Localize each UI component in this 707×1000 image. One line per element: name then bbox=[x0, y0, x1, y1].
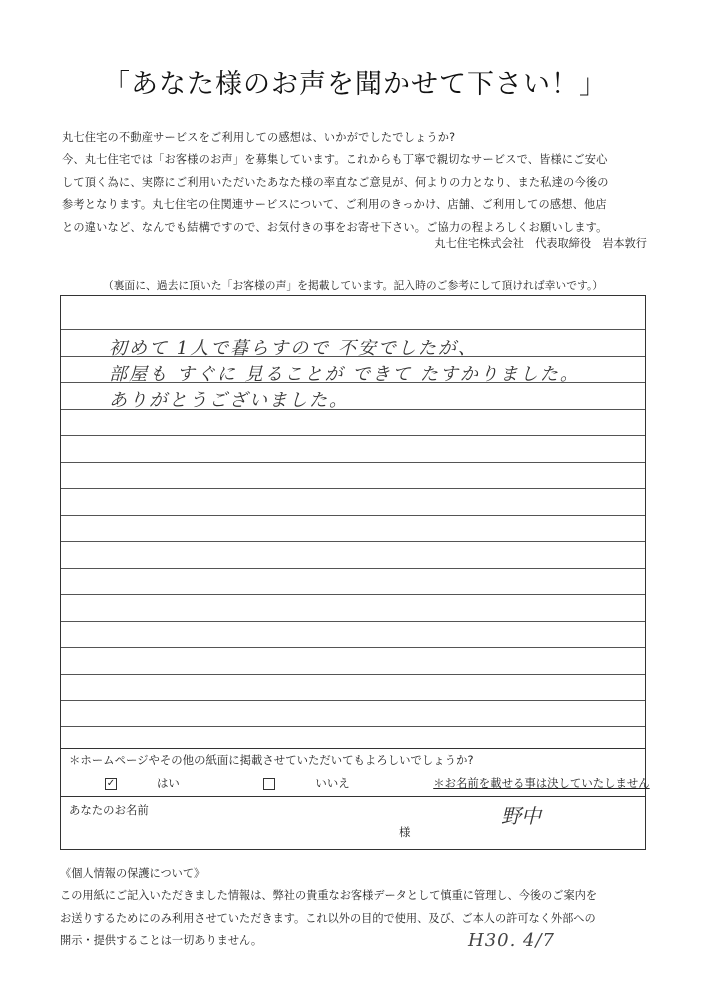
permission-options bbox=[105, 775, 690, 791]
comment-form bbox=[60, 295, 650, 850]
no-checkbox[interactable] bbox=[263, 778, 275, 790]
yes-checkbox[interactable]: ✓ bbox=[106, 777, 116, 789]
handwritten-comment-line: 部屋も すぐに 見ることが できて たすかりました。 bbox=[109, 364, 580, 385]
page-title: 「あなた様のお声を聞かせて下さい！」 bbox=[103, 69, 607, 100]
intro-line: 丸七住宅の不動産サービスをご利用しての感想は、いかがでしたでしょうか? bbox=[62, 131, 456, 144]
ruled-line bbox=[61, 541, 645, 542]
ruled-line bbox=[61, 329, 645, 330]
ruled-line bbox=[61, 515, 645, 516]
ruled-line bbox=[61, 488, 645, 489]
ruled-line bbox=[61, 726, 645, 727]
privacy-text bbox=[60, 885, 650, 953]
intro-line: 今、丸七住宅では「お客様のお声」を募集しています。これからも丁寧で親切なサービスで、皆様にご安心 bbox=[62, 153, 608, 167]
ruled-line bbox=[61, 674, 645, 675]
handwritten-comment-line: 初めて 1人で暮らすので 不安でしたが、 bbox=[109, 338, 478, 359]
intro-line: して頂く為に、実際にご利用いただいたあなた様の率直なご意見が、何よりの力となり、また私達の今後の bbox=[62, 175, 609, 189]
name-suffix: 様 bbox=[399, 825, 411, 839]
ruled-line bbox=[61, 647, 645, 648]
intro-line: との違いなど、なんでも結構ですので、お気付きの事をお寄せ下さい。ご協力の程よろしくお願いします。 bbox=[62, 220, 608, 234]
name-label: あなたのお名前 bbox=[69, 803, 149, 817]
privacy-line: この用紙にご記入いただきました情報は、弊社の貴重なお客様データとして慎重に管理し、今後のご案内を bbox=[60, 889, 598, 902]
option-yes[interactable] bbox=[105, 776, 220, 790]
handwritten-date: H30. 4/7 bbox=[468, 930, 556, 951]
ruled-line bbox=[61, 700, 645, 701]
privacy-line: 開示・提供することは一切ありません。 bbox=[60, 934, 263, 947]
name-section bbox=[61, 796, 645, 849]
ruled-line bbox=[61, 435, 645, 436]
option-no[interactable] bbox=[263, 776, 389, 790]
handwritten-comment-line: ありがとうございました。 bbox=[109, 390, 349, 411]
intro-text bbox=[62, 127, 647, 239]
permission-question: ＊ホームページやその他の紙面に掲載させていただいてもよろしいでしょうか? bbox=[69, 753, 474, 767]
privacy-heading: 《個人情報の保護について》 bbox=[60, 867, 206, 880]
ruled-line bbox=[61, 568, 645, 569]
notice-text: （裏面に、過去に頂いた「お客様の声」を掲載しています。記入時のご参考にして頂ければ幸いです。） bbox=[102, 279, 604, 292]
company-signer: 丸七住宅株式会社 代表取締役 岩本敦行 bbox=[434, 237, 647, 250]
comment-area[interactable] bbox=[61, 296, 645, 748]
ruled-line bbox=[61, 621, 645, 622]
yes-label: はい bbox=[157, 776, 180, 790]
anonymity-note: ＊お名前を載せる事は決していたしません bbox=[433, 776, 650, 790]
handwritten-name[interactable]: 野中 bbox=[501, 804, 541, 828]
no-label: いいえ bbox=[315, 776, 350, 790]
privacy-line: お送りするためにのみ利用させていただきます。これ以外の目的で使用、及び、ご本人の許可なく外部への bbox=[60, 911, 596, 925]
publish-permission bbox=[61, 748, 650, 797]
ruled-line bbox=[61, 594, 645, 595]
ruled-line bbox=[61, 462, 645, 463]
intro-line: 参考となります。丸七住宅の住関連サービスについて、ご利用のきっかけ、店舗、ご利用しての感想、他店 bbox=[62, 198, 607, 212]
